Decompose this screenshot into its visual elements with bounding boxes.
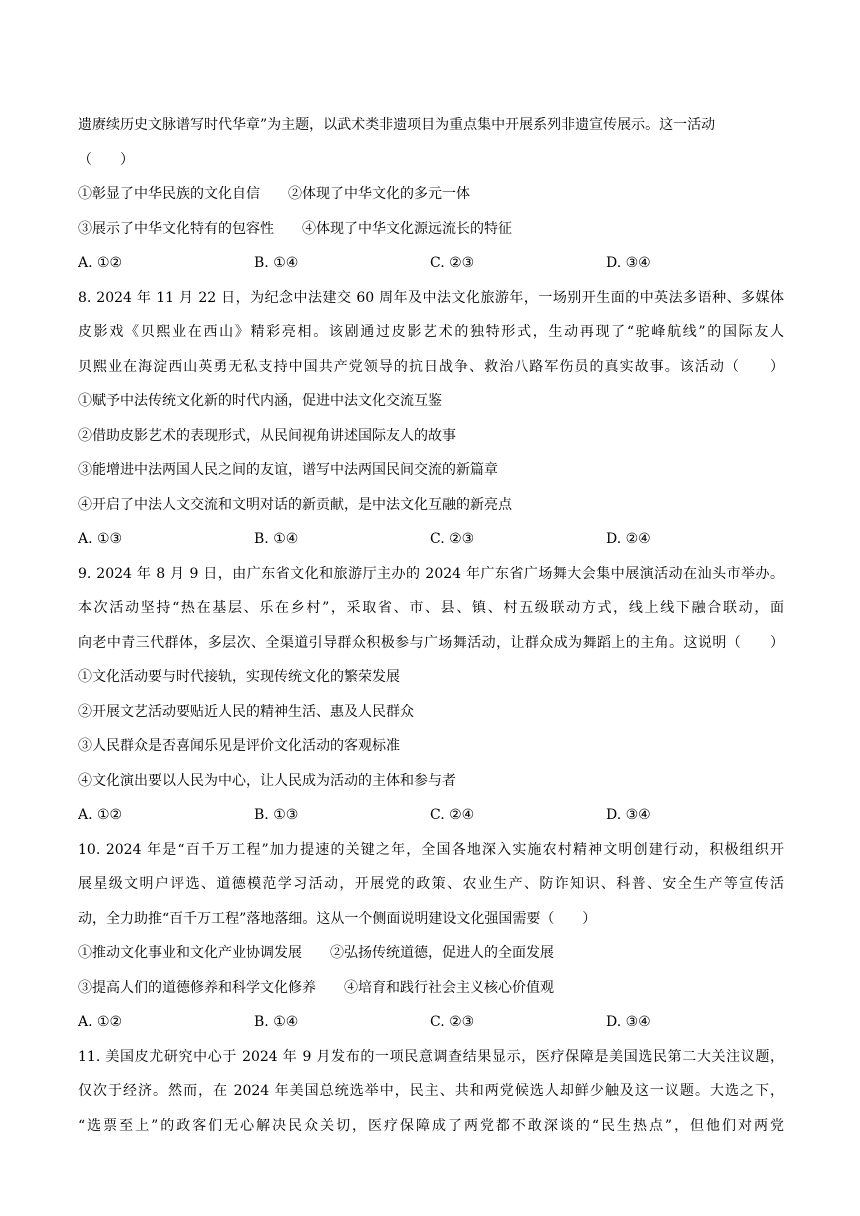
choice-2: ②借助皮影艺术的表现形式，从民间视角讲述国际友人的故事 — [78, 427, 456, 444]
choice-4: ④文化演出要以人民为中心，让人民成为活动的主体和参与者 — [78, 772, 456, 789]
question-stem-line: 仅次于经济。然而，在 2024 年美国总统选举中，民主、共和两党候选人却鲜少触及这一议题。大选之下， — [78, 1083, 784, 1099]
option-c: C. ②③ — [430, 531, 475, 547]
option-d: D. ③④ — [606, 807, 651, 823]
choice-3: ③人民群众是否喜闻乐见是评价文化活动的客观标准 — [78, 738, 400, 754]
option-d: D. ③④ — [606, 1014, 651, 1030]
option-c: C. ②④ — [430, 807, 475, 823]
choice-2: ②开展文艺活动要贴近人民的精神生活、惠及人民群众 — [78, 703, 414, 720]
question-stem-line: 11. 美国皮尤研究中心于 2024 年 9 月发布的一项民意调查结果显示，医疗保障是美国选民第二大关注议题， — [78, 1048, 784, 1065]
option-a: A. ①② — [78, 807, 123, 823]
choice-3: ③展示了中华文化特有的包容性 — [78, 220, 274, 237]
option-c: C. ②③ — [430, 1014, 475, 1030]
question-stem-line: 贝熙业在海淀西山英勇无私支持中国共产党领导的抗日战争、救治八路军伤员的真实故事。该活动（ ） — [78, 358, 784, 375]
choice-3: ③能增进中法两国人民之间的友谊，谱写中法两国民间交流的新篇章 — [78, 462, 498, 478]
choice-1: ①推动文化事业和文化产业协调发展 — [78, 945, 302, 961]
question-stem-line: 本次活动坚持“热在基层、乐在乡村”，采取省、市、县、镇、村五级联动方式，线上线下融合联动，面 — [78, 600, 784, 616]
choice-4: ④开启了中法人文交流和文明对话的新贡献，是中法文化互融的新亮点 — [78, 496, 512, 513]
choice-row — [78, 177, 784, 212]
choice-4: ④体现了中华文化源远流长的特征 — [302, 220, 512, 237]
question-9 — [78, 557, 784, 833]
choice-4: ④培育和践行社会主义核心价值观 — [344, 979, 554, 996]
choice-1: ①彰显了中华民族的文化自信 — [78, 186, 260, 202]
question-stem-line: “选票至上”的政客们无心解决民众关切，医疗保障成了两党都不敢深谈的“民生热点”，但他们对两党 — [78, 1117, 784, 1134]
options-row — [78, 246, 784, 281]
choice-1: ①赋予中法传统文化新的时代内涵，促进中法文化交流互鉴 — [78, 393, 442, 409]
choice-2: ②弘扬传统道德，促进人的全面发展 — [330, 945, 554, 961]
options-row — [78, 1005, 784, 1040]
choice-2: ②体现了中华文化的多元一体 — [288, 186, 470, 202]
option-b: B. ①④ — [254, 531, 299, 547]
options-row — [78, 798, 784, 833]
option-a: A. ①③ — [78, 531, 123, 547]
question-11 — [78, 1040, 784, 1144]
option-a: A. ①② — [78, 1014, 123, 1030]
question-stem-line: 向老中青三代群体，多层次、全渠道引导群众积极参与广场舞活动，让群众成为舞蹈上的主角。这说明（ ） — [78, 634, 784, 651]
choice-row — [78, 971, 784, 1006]
question-stem-line: 9. 2024 年 8 月 9 日，由广东省文化和旅游厅主办的 2024 年广东省广场舞大会集中展演活动在汕头市举办。 — [78, 565, 784, 582]
question-stem-line: 动，全力助推“百千万工程”落地落细。这从一个侧面说明建设文化强国需要（ ） — [78, 910, 597, 927]
option-d: D. ③④ — [606, 255, 651, 271]
question-stem-line: 8. 2024 年 11 月 22 日，为纪念中法建交 60 周年及中法文化旅游年，一场别开生面的中英法多语种、多媒体 — [78, 289, 784, 306]
option-b: B. ①③ — [254, 807, 299, 823]
question-stem-line: 展星级文明户评选、道德模范学习活动，开展党的政策、农业生产、防诈知识、科普、安全生产等宣传活 — [78, 876, 784, 892]
options-row — [78, 522, 784, 557]
choice-1: ①文化活动要与时代接轨，实现传统文化的繁荣发展 — [78, 669, 400, 685]
choice-row — [78, 936, 784, 971]
option-c: C. ②③ — [430, 255, 475, 271]
exam-page — [78, 108, 784, 1143]
question-10 — [78, 833, 784, 1040]
question-stem-line: 皮影戏《贝熙业在西山》精彩亮相。该剧通过皮影艺术的独特形式，生动再现了“驼峰航线”的国际友人 — [78, 324, 784, 340]
question-stem-line: 10. 2024 年是“百千万工程”加力提速的关键之年，全国各地深入实施农村精神文明创建行动，积极组织开 — [78, 841, 784, 858]
answer-blank: （ ） — [78, 151, 134, 168]
choice-row — [78, 212, 784, 247]
option-d: D. ②④ — [606, 531, 651, 547]
option-b: B. ①④ — [254, 255, 299, 271]
option-a: A. ①② — [78, 255, 123, 271]
option-b: B. ①④ — [254, 1014, 299, 1030]
question-stem-line: 遗赓续历史文脉谱写时代华章”为主题，以武术类非遗项目为重点集中开展系列非遗宣传展示。这一活动 — [78, 117, 716, 133]
question-7 — [78, 108, 784, 281]
question-8 — [78, 281, 784, 557]
choice-3: ③提高人们的道德修养和科学文化修养 — [78, 979, 316, 996]
